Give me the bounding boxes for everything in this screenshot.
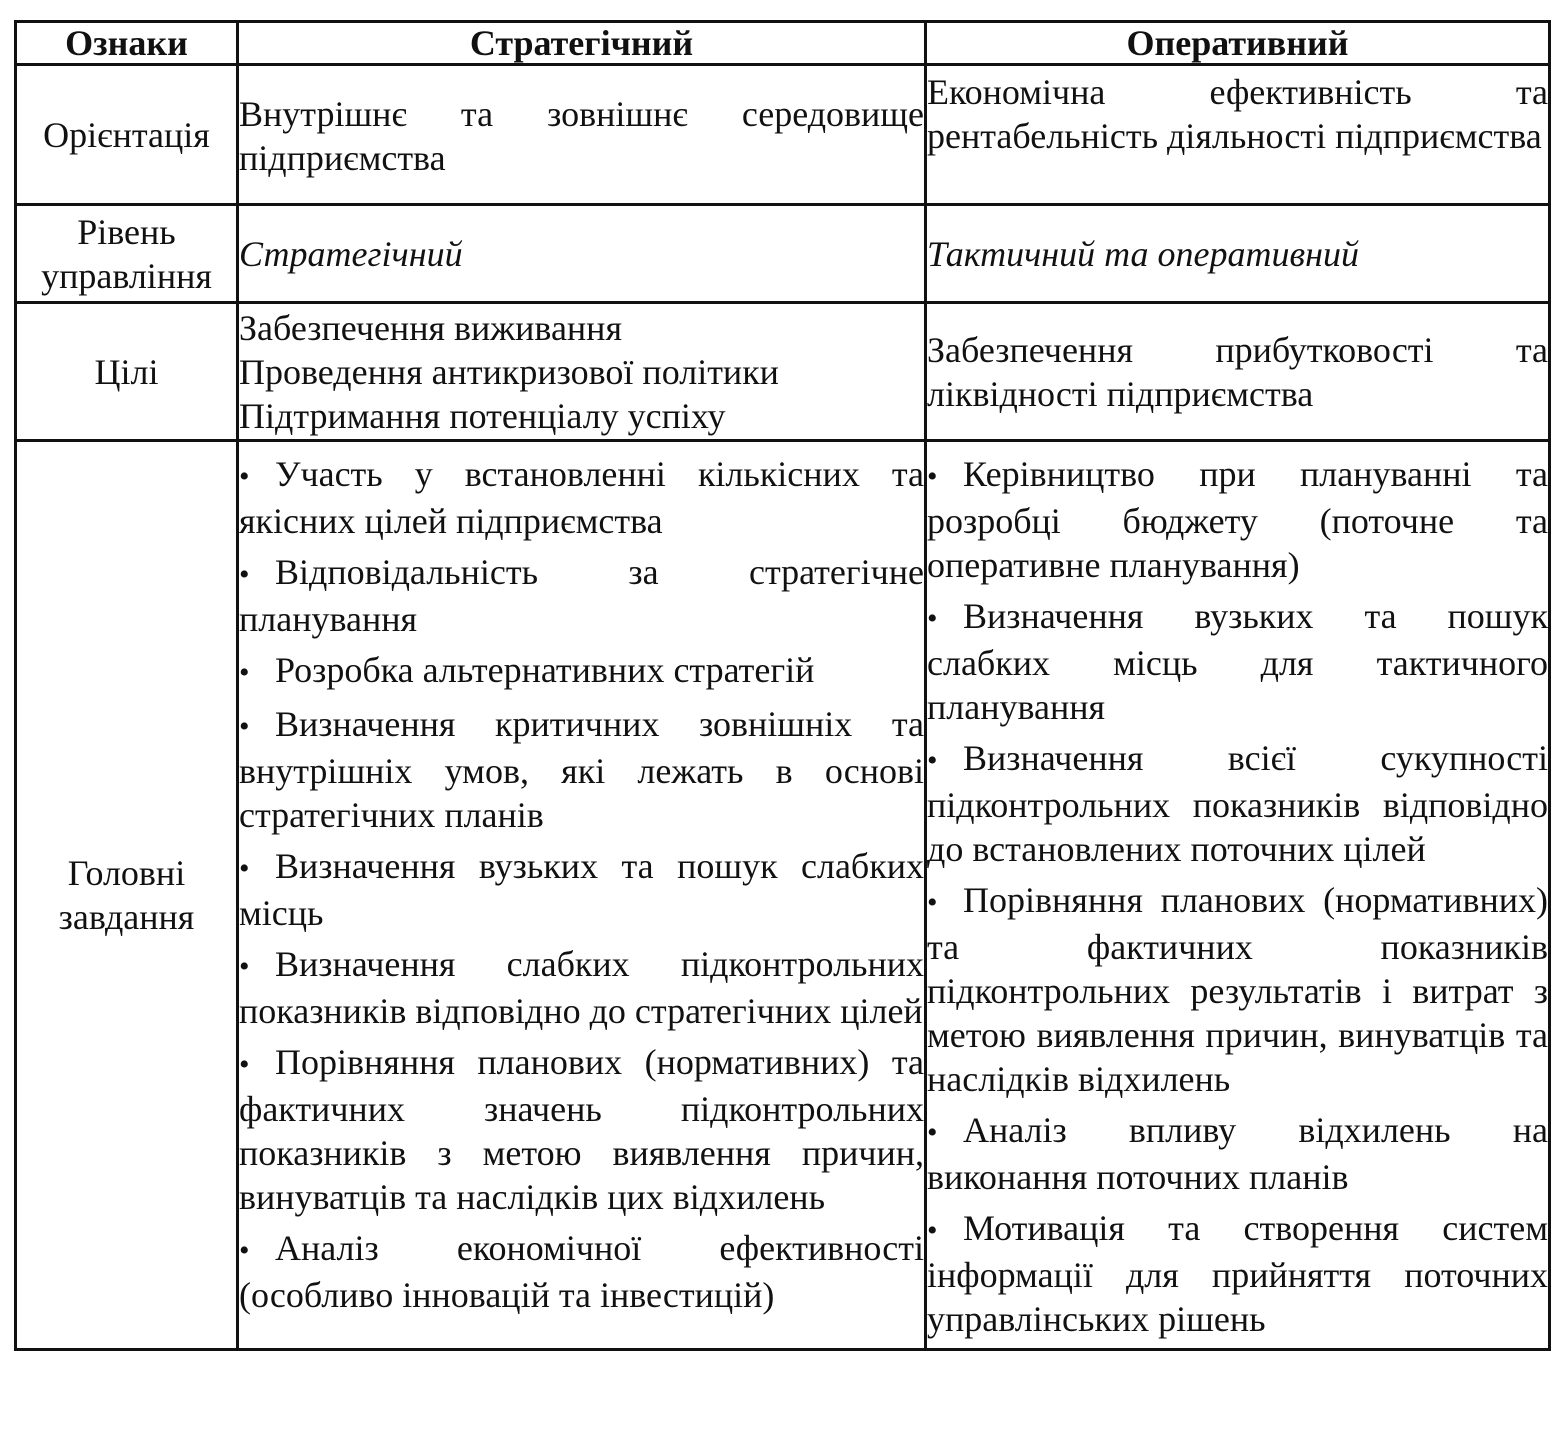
orientation-operational: Економічна ефективність та рентабельність діяльності підприємства <box>926 65 1550 205</box>
task-item <box>927 1206 1548 1341</box>
orientation-strategic: Внутрішнє та зовнішнє середовище підприємства <box>238 65 926 205</box>
bullet-icon: • <box>927 886 938 919</box>
task-item <box>239 702 924 837</box>
row-goals <box>16 303 1550 441</box>
goals-operational: Забезпечення прибутковості та ліквідності підприємства <box>926 303 1550 441</box>
task-text: Порівняння планових (нормативних) та фактичних показників підконтрольних результатів і витрат з метою виявлення причин, винуватців та наслідків відхилень <box>927 880 1548 1099</box>
bullet-icon: • <box>239 950 250 983</box>
goal-item: Проведення антикризової політики <box>239 351 779 392</box>
task-item <box>927 736 1548 871</box>
row-level <box>16 205 1550 303</box>
task-item <box>927 594 1548 729</box>
task-item <box>239 1226 924 1317</box>
bullet-icon: • <box>927 460 938 493</box>
task-text: Аналіз впливу відхилень на виконання поточних планів <box>927 1110 1548 1197</box>
goal-item: Підтримання потенціалу успіху <box>239 395 726 436</box>
task-text: Визначення вузьких та пошук слабких місць <box>239 846 924 933</box>
task-item <box>927 452 1548 587</box>
bullet-icon: • <box>239 656 250 689</box>
row-orientation <box>16 65 1550 205</box>
bullet-icon: • <box>239 1234 250 1267</box>
bullet-icon: • <box>239 460 250 493</box>
bullet-icon: • <box>927 744 938 777</box>
bullet-icon: • <box>239 1048 250 1081</box>
task-text: Відповідальність за стратегічне планування <box>239 552 924 639</box>
task-text: Порівняння планових (нормативних) та фактичних значень підконтрольних показників з метою виявлення причин, винуватців та наслідків цих відхилень <box>239 1042 924 1217</box>
tasks-strategic <box>238 441 926 1350</box>
header-features: Ознаки <box>16 22 238 65</box>
task-item <box>239 452 924 543</box>
bullet-icon: • <box>239 852 250 885</box>
task-text: Розробка альтернативних стратегій <box>275 650 815 690</box>
task-text: Мотивація та створення систем інформації для прийняття поточних управлінських рішень <box>927 1208 1548 1339</box>
bullet-icon: • <box>927 602 938 635</box>
task-text: Визначення вузьких та пошук слабких місць для тактичного планування <box>927 596 1548 727</box>
task-item <box>239 844 924 935</box>
goal-item: Забезпечення виживання <box>239 307 623 348</box>
level-operational: Тактичний та оперативний <box>926 205 1550 303</box>
header-operational: Оперативний <box>926 22 1550 65</box>
row-tasks <box>16 441 1550 1350</box>
task-text: Визначення критичних зовнішніх та внутрішніх умов, які лежать в основі стратегічних планів <box>239 704 924 835</box>
task-item <box>239 1040 924 1219</box>
bullet-icon: • <box>927 1116 938 1149</box>
task-item <box>239 550 924 641</box>
tasks-label-line1: Головні <box>67 853 186 893</box>
bullet-icon: • <box>239 710 250 743</box>
cropped-caption-fragment <box>0 0 1564 10</box>
orientation-label: Орієнтація <box>16 65 238 205</box>
task-text: Визначення всієї сукупності підконтрольних показників відповідно до встановлених поточних цілей <box>927 738 1548 869</box>
task-text: Участь у встановленні кількісних та якісних цілей підприємства <box>239 454 924 541</box>
level-label-line2: управління <box>41 255 212 296</box>
header-row <box>16 22 1550 65</box>
bullet-icon: • <box>239 558 250 591</box>
goals-label: Цілі <box>16 303 238 441</box>
task-text: Керівництво при плануванні та розробці бюджету (поточне та оперативне планування) <box>927 454 1548 585</box>
tasks-operational <box>926 441 1550 1350</box>
task-item <box>239 942 924 1033</box>
header-strategic: Стратегічний <box>238 22 926 65</box>
task-item <box>927 878 1548 1101</box>
task-text: Аналіз економічної ефективності (особливо інновацій та інвестицій) <box>239 1228 924 1315</box>
tasks-label <box>16 441 238 1350</box>
task-item <box>239 648 924 695</box>
task-item <box>927 1108 1548 1199</box>
level-label <box>16 205 238 303</box>
comparison-table <box>14 20 1551 1351</box>
goals-strategic <box>238 303 926 441</box>
bullet-icon: • <box>927 1214 938 1247</box>
level-strategic: Стратегічний <box>238 205 926 303</box>
task-text: Визначення слабких підконтрольних показників відповідно до стратегічних цілей <box>239 944 924 1031</box>
level-label-line1: Рівень <box>77 211 176 252</box>
tasks-label-line2: завдання <box>58 897 195 937</box>
